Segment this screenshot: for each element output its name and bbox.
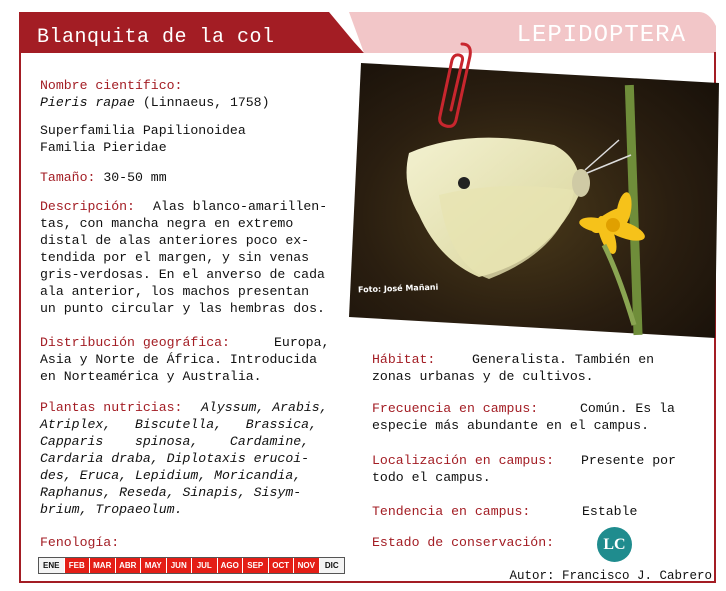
scientific-name-label: Nombre científico: xyxy=(40,78,183,93)
month-mar: MAR xyxy=(90,558,116,573)
distribution-line: Asia y Norte de África. Introducida xyxy=(40,352,317,367)
host-plants-line: Capparis spinosa, Cardamine, xyxy=(40,434,310,449)
host-plants-label: Plantas nutricias: xyxy=(40,400,183,415)
conservation-status-label: Estado de conservación: xyxy=(372,535,555,550)
month-feb: FEB xyxy=(65,558,91,573)
month-nov: NOV xyxy=(294,558,320,573)
species-common-name: Blanquita de la col xyxy=(37,26,275,49)
distribution-line: Europa, xyxy=(274,335,330,350)
month-jan: ENE xyxy=(39,558,65,573)
author-credit: Autor: Francisco J. Cabrero xyxy=(509,569,712,583)
month-jul: JUL xyxy=(192,558,218,573)
habitat-line: Generalista. También en xyxy=(472,352,655,367)
frequency-line: especie más abundante en el campus. xyxy=(372,418,649,433)
frequency-label: Frecuencia en campus: xyxy=(372,401,539,416)
distribution-label: Distribución geográfica: xyxy=(40,335,230,350)
phenology-calendar xyxy=(38,557,345,574)
month-oct: OCT xyxy=(269,558,295,573)
phenology-label: Fenología: xyxy=(40,535,120,550)
frequency-line: Común. Es la xyxy=(580,401,675,416)
superfamily: Superfamilia Papilionoidea xyxy=(40,123,246,138)
month-dec: DIC xyxy=(320,558,345,573)
size-label: Tamaño: xyxy=(40,170,96,185)
distribution-line: en Norteamérica y Australia. xyxy=(40,369,262,384)
host-plants-line: Cardaria draba, Diplotaxis erucoi- xyxy=(40,451,310,466)
description-line: un punto circular y las hembras dos. xyxy=(40,301,325,316)
paperclip-icon xyxy=(432,40,476,130)
description-line: Alas blanco-amarillen- xyxy=(153,199,328,214)
location-line: Presente por xyxy=(581,453,676,468)
host-plants-line: Raphanus, Reseda, Sinapis, Sisym- xyxy=(40,485,302,500)
host-plants-line: brium, Tropaeolum. xyxy=(40,502,183,517)
month-aug: AGO xyxy=(218,558,244,573)
scientific-name: Pieris rapae xyxy=(40,95,135,110)
description-line: tas, con mancha negra en extremo xyxy=(40,216,294,231)
location-label: Localización en campus: xyxy=(372,453,555,468)
description-line: ala anterior, los machos presentan xyxy=(40,284,310,299)
description-line: distal de alas anteriores poco ex- xyxy=(40,233,310,248)
month-may: MAY xyxy=(141,558,167,573)
host-plants-line: Alyssum, Arabis, xyxy=(201,400,328,415)
conservation-status-badge: LC xyxy=(597,527,632,562)
habitat-label: Hábitat: xyxy=(372,352,436,367)
location-line: todo el campus. xyxy=(372,470,491,485)
scientific-author: (Linnaeus, 1758) xyxy=(142,95,270,110)
family: Familia Pieridae xyxy=(40,140,167,155)
description-line: tendida por el margen, y sin venas xyxy=(40,250,310,265)
description-line: gris-verdosas. En el anverso de cada xyxy=(40,267,325,282)
description-label: Descripción: xyxy=(40,199,135,214)
host-plants-line: des, Eruca, Lepidium, Moricandia, xyxy=(40,468,302,483)
habitat-line: zonas urbanas y de cultivos. xyxy=(372,369,594,384)
photo-credit: Foto: José Mañani xyxy=(357,282,439,295)
butterfly-photo xyxy=(349,55,719,338)
host-plants-line: Atriplex, Biscutella, Brassica, xyxy=(40,417,317,432)
month-sep: SEP xyxy=(243,558,269,573)
trend-label: Tendencia en campus: xyxy=(372,504,531,519)
size-value: 30-50 mm xyxy=(103,170,167,185)
scientific-name-row xyxy=(40,94,270,111)
size-row xyxy=(40,169,167,186)
month-apr: ABR xyxy=(116,558,142,573)
month-jun: JUN xyxy=(167,558,193,573)
trend-value: Estable xyxy=(582,504,638,519)
taxonomic-order: LEPIDOPTERA xyxy=(516,22,686,49)
